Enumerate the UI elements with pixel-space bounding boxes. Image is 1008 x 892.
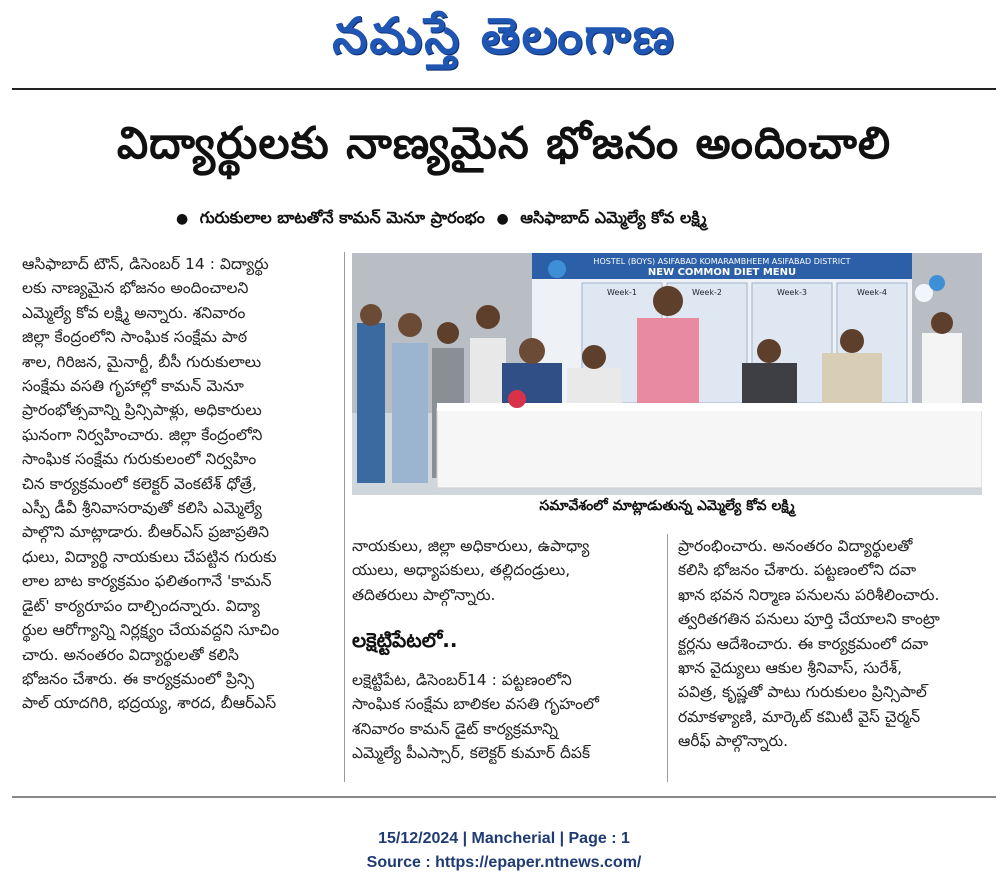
article-line: డైట్' కార్యరూపం దాల్చిందన్నారు. విద్యా bbox=[22, 596, 260, 615]
article-line: చారు. అనంతరం విద్యార్థులతో కలిసి bbox=[22, 645, 239, 664]
week-label: Week-2 bbox=[692, 288, 722, 297]
article-line: సాంఘిక సంక్షేమ బాలికల వసతి గృహంలో bbox=[352, 695, 599, 714]
photo-caption: సమావేశంలో మాట్లాడుతున్న ఎమ్మెల్యే కోవ లక్ష్మి bbox=[539, 498, 795, 514]
article-line: త్వరితగతిన పనులు పూర్తి చేయాలని కాంట్రా bbox=[678, 610, 940, 629]
article-line: ఖాన భవన నిర్మాణ పనులను పరిశీలించారు. bbox=[678, 585, 940, 604]
article-line: క్టర్లను ఆదేశించారు. ఈ కార్యక్రమంలో దవా bbox=[678, 634, 929, 653]
article-line: రమాకళ్యాణి, మార్కెట్ కమిటీ వైస్ చైర్మన్ bbox=[678, 707, 921, 726]
article-column-2-continued bbox=[352, 668, 657, 766]
week-label: Week-1 bbox=[607, 288, 637, 297]
article-line: పాల్గొని మాట్లాడారు. బీఆర్ఎస్ ప్రజాప్రతిని bbox=[22, 523, 270, 542]
banner-title-text: NEW COMMON DIET MENU bbox=[647, 267, 797, 278]
article-line: ఆసిఫాబాద్ టౌన్, డిసెంబర్ 14 : విద్యార్థు bbox=[22, 255, 269, 273]
article-line: ఘనంగా నిర్వహించారు. జిల్లా కేంద్రంలోని bbox=[22, 425, 263, 444]
article-line: శనివారం కామన్ డైట్ కార్యక్రమాన్ని bbox=[352, 719, 559, 738]
article-line: కలిసి భోజనం చేశారు. పట్టణంలోని దవా bbox=[678, 561, 917, 580]
article-line: జిల్లా కేంద్రంలోని సాంఘిక సంక్షేమ పాఠ bbox=[22, 328, 248, 347]
article-line: ఖాన వైద్యులు ఆకుల శ్రీనివాస్, సురేశ్, bbox=[678, 659, 903, 678]
top-rule bbox=[12, 88, 996, 90]
article-line: సంక్షేమ వసతి గృహాల్లో కామన్ మెనూ bbox=[22, 377, 244, 396]
article-line: ధులు, విద్యార్థి నాయకులు చేపట్టిన గురుకు bbox=[22, 547, 277, 566]
article-line: తదితరులు పాల్గొన్నారు. bbox=[352, 585, 496, 604]
bullet-icon: ● bbox=[176, 211, 189, 227]
week-label: Week-3 bbox=[777, 288, 807, 297]
column-divider bbox=[667, 534, 668, 782]
article-line: భోజనం చేశారు. ఈ కార్యక్రమంలో ప్రిన్సి bbox=[22, 669, 255, 688]
headline: విద్యార్థులకు నాణ్యమైన భోజనం అందించాలి bbox=[116, 118, 892, 169]
news-photo bbox=[352, 253, 982, 495]
article-line: ఎస్పీ డీవీ శ్రీనివాసరావుతో కలిసి ఎమ్మెల్యే bbox=[22, 499, 262, 518]
article-line: నాయకులు, జిల్లా అధికారులు, ఉపాధ్యా bbox=[352, 537, 590, 555]
bottom-rule bbox=[12, 796, 996, 798]
article-line: లకు నాణ్యమైన భోజనం అందించాలని bbox=[22, 279, 249, 298]
article-line: లాల బాట కార్యక్రమం ఫలితంగానే 'కామన్ bbox=[22, 572, 272, 591]
article-line: ఎమ్మెల్యే పీఎస్సార్, కలెక్టర్ కుమార్ దీపక్ bbox=[352, 744, 591, 763]
bullet-icon: ● bbox=[496, 211, 509, 227]
article-line: సాంఘిక సంక్షేమ గురుకులంలో నిర్వహిం bbox=[22, 450, 257, 469]
article-column-2 bbox=[352, 534, 657, 607]
article-line: లక్షెట్టిపేట, డిసెంబర్14 : పట్టణంలోని bbox=[352, 671, 572, 689]
news-photo-illustration bbox=[352, 253, 982, 495]
article-line: ప్రారంభించారు. అనంతరం విద్యార్థులతో bbox=[678, 537, 913, 555]
article-line: యులు, అధ్యాపకులు, తల్లిదండ్రులు, bbox=[352, 561, 571, 580]
masthead-title: నమస్తే తెలంగాణ bbox=[332, 6, 676, 65]
article-line: ఆరీఫ్ పాల్గొన్నారు. bbox=[678, 732, 789, 751]
article-line: పాల్ యాదగిరి, భద్రయ్య, శారద, బీఆర్ఎస్ bbox=[22, 694, 277, 713]
article-column-1 bbox=[22, 252, 338, 716]
subhead-2: ఆసిఫాబాద్ ఎమ్మెల్యే కోవ లక్ష్మి bbox=[520, 208, 707, 227]
subhead-1: గురుకులాల బాటతోనే కామన్ మెనూ ప్రారంభం bbox=[199, 208, 485, 227]
banner-top-text: HOSTEL (BOYS) ASIFABAD KOMARAMBHEEM ASIFABAD DISTRICT bbox=[593, 257, 851, 266]
footer-date-edition: 15/12/2024 | Mancherial | Page : 1 bbox=[378, 830, 630, 847]
article-column-3 bbox=[678, 534, 996, 754]
article-line: పవిత్ర, కృష్ణతో పాటు గురుకులం ప్రిన్సిపాల్ bbox=[678, 683, 927, 702]
section-subtitle: లక్షెట్టిపేటలో.. bbox=[352, 628, 458, 652]
article-line: చిన కార్యక్రమంలో కలెక్టర్ వెంకటేశ్ ధోత్రే, bbox=[22, 474, 257, 493]
week-label: Week-4 bbox=[857, 288, 887, 297]
article-line: ప్రారంభోత్సవాన్ని ప్రిన్సిపాళ్లు, అధికారులు bbox=[22, 401, 262, 420]
column-divider bbox=[344, 252, 345, 782]
article-line: ర్థుల ఆరోగ్యాన్ని నిర్లక్ష్యం చేయవద్దని సూచిం bbox=[22, 621, 280, 640]
footer-source: Source : https://epaper.ntnews.com/ bbox=[366, 854, 642, 871]
article-line: శాల, గిరిజన, మైనార్టీ, బీసీ గురుకులాలు bbox=[22, 352, 262, 371]
article-line: ఎమ్మెల్యే కోవ లక్ష్మి అన్నారు. శనివారం bbox=[22, 303, 246, 322]
masthead bbox=[0, 0, 1008, 80]
subheadline bbox=[170, 208, 990, 231]
